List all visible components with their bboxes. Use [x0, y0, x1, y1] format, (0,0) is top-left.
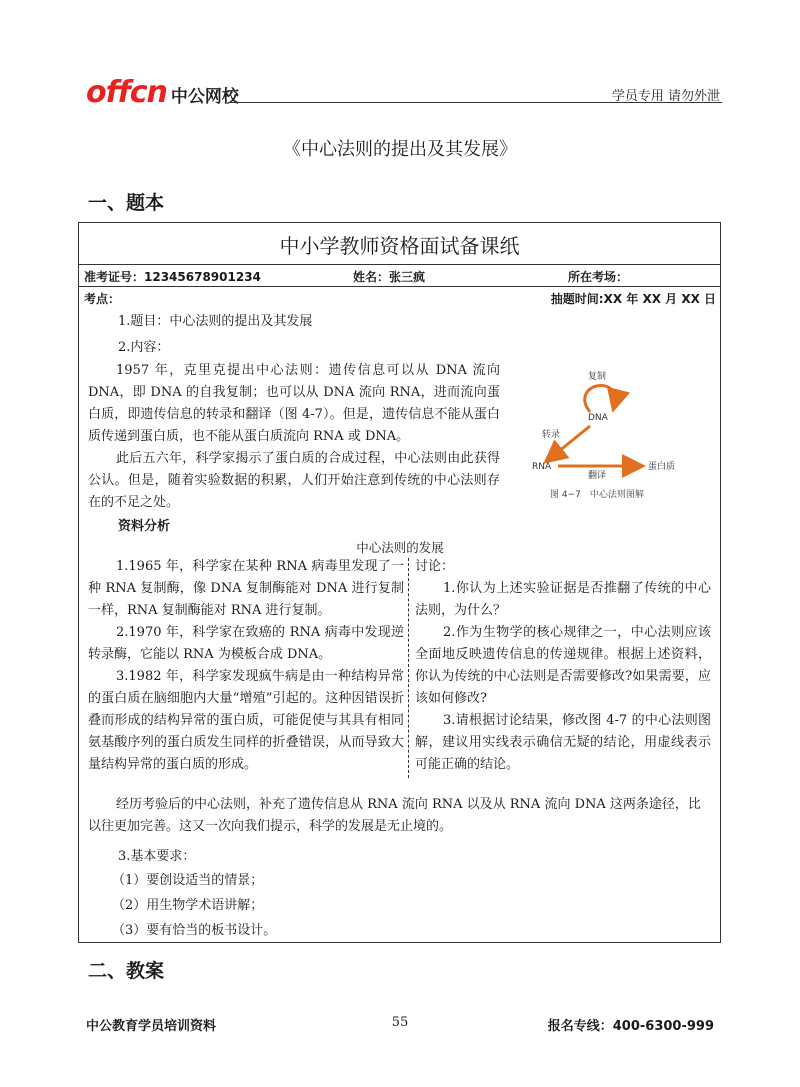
label-rna: RNA: [532, 462, 552, 472]
discussion-item: 1.你认为上述实验证据是否推翻了传统的中心法则，为什么？: [415, 581, 711, 618]
label-translation: 翻译: [588, 471, 607, 481]
exam-point: 考点：: [84, 292, 121, 306]
requirement-item: （3）要有恰当的板书设计。: [112, 923, 277, 938]
requirement-item: （2）用生物学术语讲解；: [112, 898, 264, 913]
logo-cn-text: 中公网校: [170, 87, 239, 107]
candidate-name: 姓名：张三疯: [353, 270, 426, 284]
paragraph-later: 此后五六年，科学家揭示了蛋白质的合成过程，中心法则由此获得公认。但是，随着实验数据的积累，人们开始注意到传统的中心法则存在的不足之处。: [88, 451, 500, 510]
offcn-logo: [86, 74, 239, 108]
material-item: 2.1970 年，科学家在致癌的 RNA 病毒中发现逆转录酶，它能以 RNA 为模板合成 DNA。: [88, 625, 404, 662]
material-item: 3.1982 年，科学家发现疯牛病是由一种结构异常的蛋白质在脑细胞内大量“增殖”引起的。这种因错误折叠而形成的结构异常的蛋白质，可能促使与其具有相同氨基酸序列的蛋白质发生同样的折叠错误，从而导致大量结构异常的蛋白质的形成。: [88, 669, 404, 772]
materials-title: 中心法则的发展: [356, 540, 444, 555]
content-label: 2.内容：: [118, 340, 170, 355]
prep-sheet-title: 中小学教师资格面试备课纸: [279, 234, 520, 258]
label-replication: 复制: [588, 372, 607, 382]
draw-time: 抽题时间:XX 年 XX 月 XX 日: [550, 292, 716, 306]
replication-arrow: [585, 385, 615, 412]
material-item: 1.1965 年，科学家在某种 RNA 病毒里发现了一种 RNA 复制酶，像 DNA 复制酶能对 DNA 进行复制一样，RNA 复制酶能对 RNA 进行复制。: [88, 559, 404, 618]
discussion-label: 讨论：: [415, 559, 455, 574]
materials-left-column: [88, 556, 404, 776]
document-title: 《中心法则的提出及其发展》: [283, 139, 517, 160]
topic-line: 1.题目：中心法则的提出及其发展: [118, 314, 313, 329]
paragraph-1957: 1957 年，克里克提出中心法则：遗传信息可以从 DNA 流向 DNA，即 DNA 的自我复制；也可以从 DNA 流向 RNA，进而流向蛋白质，即遗传信息的转录和翻译（图 4-7）。但是，遗传信息不能从蛋白质传递到蛋白质，也不能从蛋白质流向 RNA 或 DNA。: [88, 363, 500, 444]
requirements-label: 3.基本要求：: [118, 849, 196, 864]
label-transcription: 转录: [542, 430, 561, 440]
row-divider: [78, 286, 721, 287]
figure-caption: 图 4−7 中心法则图解: [550, 490, 644, 500]
row-divider: [78, 264, 721, 265]
exam-id: 准考证号：12345678901234: [84, 270, 261, 284]
discussion-column: [415, 556, 711, 776]
footer-right: 报名专线：400-6300-999: [547, 1019, 714, 1034]
section-heading-1: 一、题本: [88, 192, 165, 214]
logo-brand: offcn: [86, 75, 167, 110]
header-note: 学员专用 请勿外泄: [611, 89, 720, 104]
materials-label: 资料分析: [118, 519, 171, 534]
label-protein: 蛋白质: [648, 462, 676, 472]
footer-left: 中公教育学员培训资料: [86, 1019, 217, 1034]
page-number: 55: [391, 1015, 409, 1030]
conclusion-paragraph: 经历考验后的中心法则，补充了遗传信息从 RNA 流向 RNA 以及从 RNA 流向 DNA 这两条途径，比以往更加完善。这又一次向我们提示，科学的发展是无止境的。: [88, 797, 701, 834]
discussion-item: 3.请根据讨论结果，修改图 4-7 的中心法则图解，建议用实线表示确信无疑的结论，用虚线表示可能正确的结论。: [415, 713, 711, 772]
label-dna: DNA: [588, 413, 608, 423]
discussion-item: 2.作为生物学的核心规律之一，中心法则应该全面地反映遗传信息的传递规律。根据上述资料，你认为传统的中心法则是否需要修改?如果需要，应该如何修改?: [415, 625, 711, 706]
column-divider: [408, 558, 409, 778]
requirement-item: （1）要创设适当的情景；: [112, 873, 264, 888]
section-heading-2: 二、教案: [88, 960, 165, 982]
exam-venue: 所在考场：: [568, 270, 629, 284]
central-dogma-figure: [528, 362, 708, 502]
